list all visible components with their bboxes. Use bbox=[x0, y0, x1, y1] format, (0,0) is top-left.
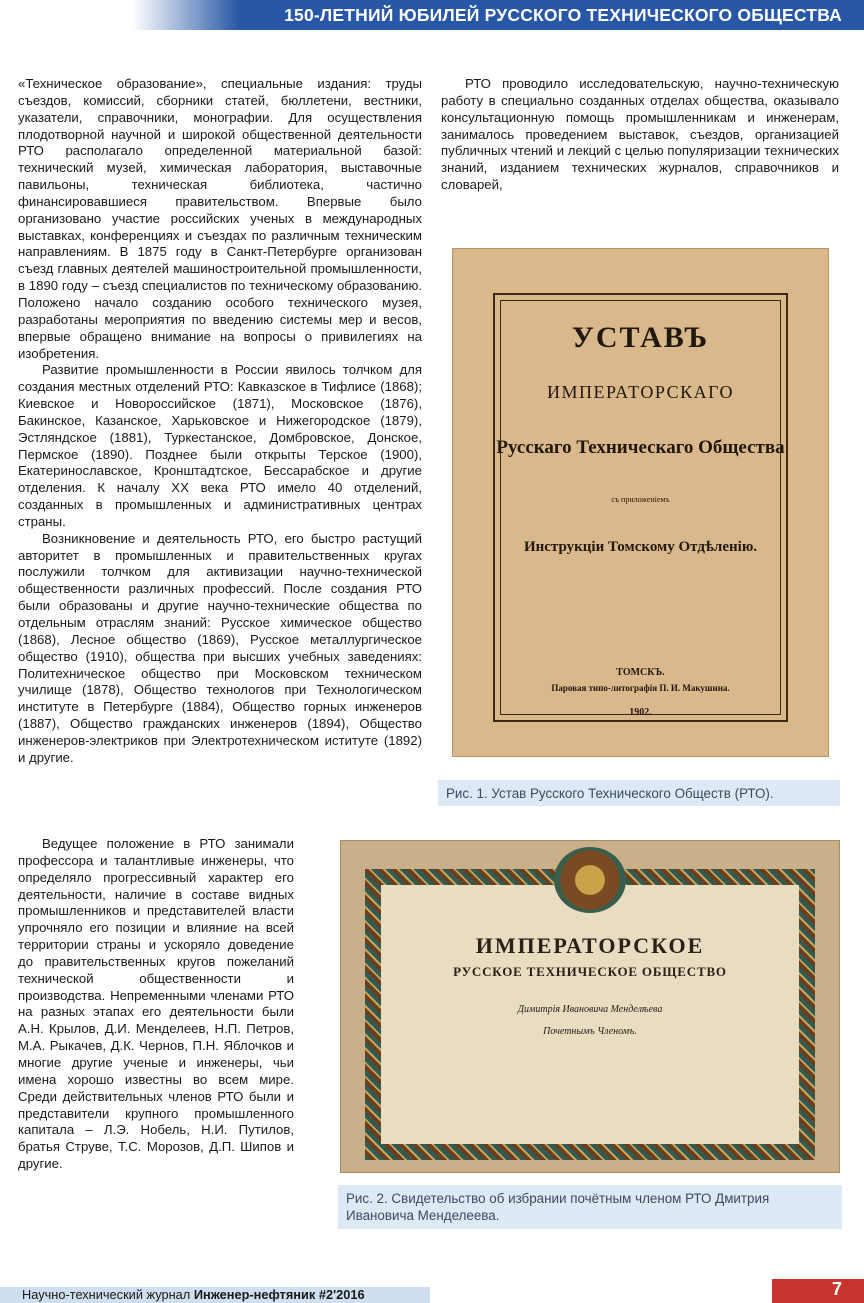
certificate-role: Почетнымъ Членомъ. bbox=[543, 1026, 637, 1037]
certificate-subtitle: РУССКОЕ ТЕХНИЧЕСКОЕ ОБЩЕСТВО bbox=[453, 964, 727, 979]
figure-charter-cover bbox=[452, 248, 829, 757]
right-column bbox=[441, 76, 839, 194]
certificate-title: ИМПЕРАТОРСКОЕ bbox=[475, 933, 705, 958]
footer bbox=[0, 1279, 864, 1303]
paragraph: Возникновение и деятельность РТО, его быстро растущий авторитет в промышленных и правительственных кругах послужили толчком для активизации научно-технической общественности различных профессий. После создания РТО были образованы и другие научно-технические общества по отдельным отраслям знаний: Русское химическое общество (1868), Лесное общество (1869), Русское металлургическое общество (1910), общества при высших учебных заведениях: Политехническое общество при Московском техническом училище (1878), Общество технологов при Технологическом институте в Петербурге (1884), Общество горных инженеров (1887), Общество гражданских инженеров (1894), Общество инженеров-электриков при Электротехническом иститутe (1892) и другие. bbox=[18, 530, 422, 765]
header-gradient bbox=[0, 0, 240, 30]
cover-printer: Паровая типо-литографія П. И. Макушина. bbox=[551, 683, 730, 693]
paragraph: Ведущее положение в РТО занимали профессора и талантливые инженеры, что определяло прогрессивный характер его деятельности, наличие в составе видных промышленников и представителей власти упрочняло его позиции и влияние на всей территории страны и ускоряло доведение до правительственных кругов пожеланий технической общественности и производства. Непременными членами РТО на разных этапах его деятельности были А.Н. Крылов, Д.И. Менделеев, Н.П. Петров, М.А. Рыкачев, Д.К. Чернов, П.Н. Яблочков и многие другие ученые и инженеры, чьи имена хорошо известны во всем мире. Среди действительных членов РТО были и представители крупного промышленного капитала – Л.Э. Нобель, Н.И. Путилов, братья Струве, Т.С. Морозов, Д.П. Шипов и другие. bbox=[18, 836, 294, 1172]
figure-caption: Рис. 2. Свидетельство об избрании почётным членом РТО Дмитрия Ивановича Менделеева. bbox=[338, 1185, 842, 1229]
cover-line: Русскаго Техническаго Общества bbox=[496, 437, 785, 458]
paragraph: «Техническое образование», специальные издания: труды съездов, комиссий, сборники статей, бюллетени, вестники, указатели, справочники, монографии. Для осуществления плодотворной научной и широкой общественной деятельности РТО располагало определенной материальной базой: технический музей, химическая лаборатория, выставочные павильоны, техническая библиотека, частично финансировавшиеся правительством. Впервые было организовано участие российских ученых в международных выставках, конференциях и съездах по различным техническим направлениям. В 1875 году в Санкт-Петербурге организован съезд главных деятелей машиностроительной промышленности, в 1890 году – съезд специалистов по техническому образованию. Положено начало созданию особого технического музея, разработаны мероприятия по введению системы мер и весов, впервые обращено внимание на вопросы о привилегиях на изобретения. bbox=[18, 76, 422, 361]
left-column bbox=[18, 76, 422, 767]
paragraph: РТО проводило исследовательскую, научно-техническую работу в специально созданных отделах общества, оказывало консультационную помощь промышленникам и инженерам, занималось проведением выставок, съездов, организацией публичных чтений и лекций с целью популяризации технических знаний, изданием технических журналов, справочников и словарей, bbox=[441, 76, 839, 193]
cover-line: Инструкціи Томскому Отдѣленію. bbox=[523, 539, 758, 555]
cover-year: 1902. bbox=[629, 707, 652, 718]
certificate-name: Димитрія Ивановича Менделѣева bbox=[517, 1004, 663, 1015]
journal-info: Научно-технический журнал Инженер-нефтяник #2'2016 bbox=[22, 1287, 365, 1302]
cover-line: съ приложеніемъ bbox=[611, 495, 670, 504]
cover-city: ТОМСКЪ. bbox=[616, 667, 665, 678]
figure-mendeleev-certificate bbox=[340, 840, 840, 1173]
issue-number: #2'2016 bbox=[315, 1287, 365, 1302]
journal-name: Инженер-нефтяник bbox=[193, 1287, 316, 1302]
cover-title: УСТАВЪ bbox=[571, 321, 710, 354]
page-number: 7 bbox=[772, 1279, 864, 1303]
header-bar bbox=[0, 0, 864, 30]
cover-frame bbox=[493, 293, 788, 722]
left-column-narrow bbox=[18, 836, 294, 1173]
cover-line: ИМПЕРАТОРСКАГО bbox=[546, 382, 735, 402]
paragraph: Развитие промышленности в России явилось толчком для создания местных отделений РТО: Кавказское в Тифлисе (1868); Киевское и Новороссийское (1871), Московское (1876), Бакинское, Казанское, Харьковское и Нижегородское (1879), Эстляндское (1881), Туркестанское, Домбровское, Донское, Пермское (1890). Позднее были открыты Терское (1900), Екатеринославское, Кронштадтское, Бессарабское и другие отделения. К началу XX века РТО имело 40 отделений, созданных в промышленных и административных центрах страны. bbox=[18, 362, 422, 529]
section-title: 150-ЛЕТНИЙ ЮБИЛЕЙ РУССКОГО ТЕХНИЧЕСКОГО ОБЩЕСТВА bbox=[284, 5, 842, 25]
eagle-crest-icon bbox=[554, 847, 626, 913]
figure-caption: Рис. 1. Устав Русского Технического Обществ (РТО). bbox=[438, 780, 840, 806]
